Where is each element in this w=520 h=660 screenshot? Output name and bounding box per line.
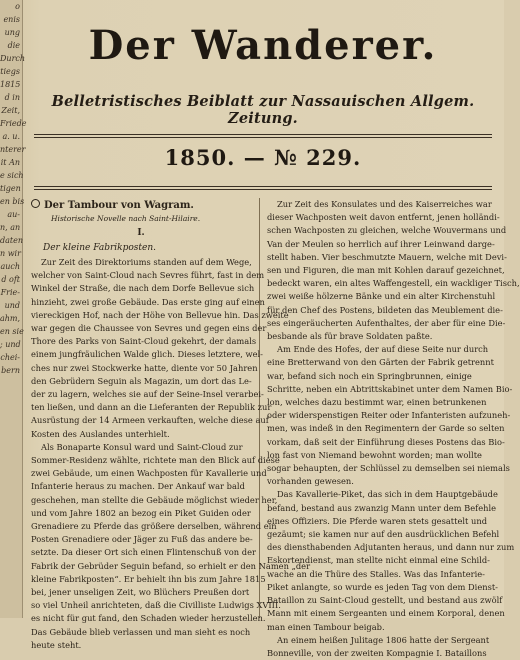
margin-fragment: tigen	[0, 184, 21, 193]
margin-fragment: d in	[4, 93, 20, 102]
margin-fragment: tiegs	[0, 67, 20, 76]
text-line: so viel Unheil anrichteten, daß die Civilliste Ludwigs XVIII.	[31, 600, 281, 611]
text-line: lon fast von Niemand bewohnt worden; man wollte	[267, 449, 482, 460]
text-line: war, befand sich noch ein Springbrunnen, einige	[267, 370, 472, 381]
previous-page-margin	[0, 0, 27, 618]
text-line: men, was indeß in den Regimentern der Garde so selten	[267, 423, 505, 434]
text-line: Bataillon zu Saint-Cloud gestellt, und bestand aus zwölf	[267, 595, 503, 606]
text-line: Winkel der Straße, die nach dem Dorfe Bellevue sich	[31, 283, 255, 294]
text-line: Sommer-Residenz wählte, richtete man den Blick auf diese	[31, 455, 280, 466]
text-line: viereckigen Hof, nach der Höhe von Bellevue hin. Das zweite	[31, 309, 289, 320]
text-line: heute steht.	[31, 639, 82, 650]
margin-fragment: d oft	[1, 275, 20, 284]
text-line: wache an die Thüre des Stalles. Was das Infanterie-	[267, 568, 485, 579]
text-line: schen Wachposten zu gleichen, welche Wouvermans und	[267, 225, 507, 236]
text-line: Schritte, neben ein Abtrittskabinet unter dem Namen Bio-	[267, 383, 513, 394]
text-line: sen und Figuren, die man mit Kohlen darauf gezeichnet,	[267, 265, 505, 276]
header-rule-top	[34, 134, 492, 135]
text-line: An einem heißen Julitage 1806 hatte der Sergeant	[277, 634, 490, 645]
text-line: eines Offiziers. Die Pferde waren stets gesattelt und	[267, 515, 488, 526]
text-line: gezäumt; sie kamen nur auf den ausdrücklichen Befehl	[267, 529, 500, 540]
article-title-text: Der Tambour von Wagram.	[44, 200, 194, 211]
text-line: Zur Zeit des Direktoriums standen auf dem Wege,	[41, 257, 252, 267]
header-rule-top-double	[34, 137, 492, 138]
margin-fragment: Zeit,	[1, 106, 20, 115]
text-line: besbande als für brave Soldaten paßte.	[267, 331, 433, 342]
margin-fragment: ; und	[0, 340, 21, 349]
text-line: es nicht für gut fand, den Schaden wieder herzustellen.	[31, 613, 266, 624]
masthead-subtitle: Belletristisches Beiblatt zur Nassauischen Allgem. Zeitung.	[51, 93, 475, 127]
text-line: eine Bretterwand von den Gärten der Fabrik getrennt	[267, 357, 494, 368]
text-line: hinzieht, zwei große Gebäude. Das erste ging auf einen	[31, 296, 265, 307]
margin-fragment: en sie	[0, 327, 24, 336]
text-line: kleine Fabrikposten“. Er behielt ihn bis zum Jahre 1815	[31, 573, 266, 584]
margin-fragment: ahm,	[0, 314, 21, 323]
margin-fragment: 1815	[0, 80, 21, 89]
section-number: I.	[137, 228, 145, 238]
margin-fragment: Friede	[0, 119, 27, 128]
text-line: ses eingeräucherten Aufenthaltes, der aber für eine Die-	[267, 317, 506, 328]
margin-fragment: en bis	[0, 197, 25, 206]
text-line: Piket anlangte, so wurde es jeden Tag von dem Dienst-	[267, 581, 498, 592]
text-line: ches nur zwei Stockwerke hatte, diente vor 50 Jahren	[31, 362, 258, 373]
text-line: den Gebrüdern Seguin als Magazin, um dort das Le-	[31, 375, 252, 386]
text-line: Van der Meulen so herrlich auf ihrer Leinwand darge-	[267, 238, 495, 249]
text-line: Das Kavallerie-Piket, das sich in dem Hauptgebäude	[277, 489, 498, 500]
text-line: welcher von Saint-Cloud nach Sevres führt, fast in dem	[31, 270, 265, 281]
margin-fragment: au-	[7, 210, 20, 219]
margin-fragment: it An	[0, 158, 20, 167]
section-title: Der kleine Fabrikposten.	[43, 243, 157, 253]
text-line: Eskortendienst, man stellte nicht einmal eine Schild-	[267, 555, 490, 566]
text-line: Das Gebäude blieb verlassen und man sieht es noch	[31, 626, 251, 637]
text-line: bei, jener unseligen Zeit, wo Blüchers Preußen dort	[31, 587, 250, 598]
margin-fragment: chei-	[0, 353, 20, 362]
text-line: des diensthabenden Adjutanten heraus, und dann nur zum	[267, 542, 515, 553]
masthead-title: Der Wanderer.	[88, 22, 438, 69]
text-line: für den Chef des Postens, bildeten das Meublement die-	[267, 304, 503, 315]
margin-fragment: n, an	[0, 223, 21, 232]
margin-fragment: auch	[0, 262, 20, 271]
margin-fragment: daten	[0, 236, 23, 245]
text-line: der zu lagern, welches sie auf der Seine-Insel verarbei-	[31, 389, 264, 400]
header-rule-bottom	[34, 186, 492, 187]
right-column-text	[267, 198, 520, 660]
text-line: zwei Gebäude, um einen Wachposten für Kavallerie und	[31, 468, 267, 479]
text-line: Als Bonaparte Konsul ward und Saint-Cloud zur	[41, 441, 243, 452]
text-line: vorkam, daß seit der Einführung dieses Postens das Bio-	[267, 436, 505, 447]
margin-fragment: die	[7, 41, 20, 50]
text-line: zwei weiße hölzerne Bänke und ein alter Kirchenstuhl	[267, 291, 496, 302]
text-line: Kosten des Auslandes unterhielt.	[31, 428, 170, 439]
text-line: Bonneville, von der zweiten Kompagnie I. Bataillons	[267, 647, 487, 658]
text-line: ten ließen, und dann an die Lieferanten der Republik zur	[31, 402, 272, 413]
text-line: setzte. Da dieser Ort sich einen Flintenschuß von der	[31, 547, 256, 558]
text-line: dieser Wachposten weit davon entfernt, jenen holländi-	[267, 212, 500, 223]
margin-fragment: n wir	[0, 249, 21, 258]
article-title	[31, 198, 251, 213]
text-line: Fabrik der Gebrüder Seguin befand, so erhielt er den Namen „der	[31, 560, 311, 571]
text-line: einem jungfräulichen Walde glich. Dieses letztere, wel-	[31, 349, 263, 360]
margin-fragment: e sich	[0, 171, 24, 180]
header-rule-bottom-double	[34, 189, 492, 190]
bullet-circle-icon	[31, 199, 40, 208]
text-line: Am Ende des Hofes, der auf diese Seite nur durch	[277, 344, 489, 355]
margin-fragment: und	[4, 301, 20, 310]
issue-number: 1850. — № 229.	[164, 145, 362, 170]
margin-fragment: enis	[3, 15, 20, 24]
margin-fragment: Frie-	[0, 288, 20, 297]
text-line: oder widerspenstigen Reiter oder Infanteristen aufzuneh-	[267, 410, 511, 421]
text-line: Mann mit einem Sergeanten und einem Korporal, denen	[267, 608, 505, 619]
text-line: Infanterie heraus zu machen. Der Ankauf war bald	[31, 481, 245, 492]
margin-fragment: o	[15, 2, 20, 11]
margin-fragment: ung	[4, 28, 20, 37]
margin-fragment: Durch	[0, 54, 26, 63]
text-line: lon, welches dazu bestimmt war, einen betrunkenen	[267, 397, 487, 408]
text-line: stellt haben. Vier beschmutzte Mauern, welche mit Devi-	[267, 251, 507, 262]
margin-fragment: bern	[1, 366, 20, 375]
text-line: vorhanden gewesen.	[267, 476, 354, 487]
text-line: befand, bestand aus zwanzig Mann unter dem Befehle	[267, 502, 497, 513]
text-line: sogar behaupten, der Schlüssel zu demselben sei niemals	[267, 463, 510, 474]
margin-fragment: a. u.	[2, 132, 20, 141]
text-line: und vom Jahre 1802 an bezog ein Piket Guiden oder	[31, 507, 251, 518]
text-line: bedeckt waren, ein altes Waffengestell, ein wackliger Tisch,	[267, 278, 520, 289]
right-column	[267, 198, 520, 660]
text-line: Ausrüstung der 14 Armeen verkauften, welche diese auf	[31, 415, 269, 426]
text-line: Grenadiere zu Pferde das größere derselben, während ein	[31, 521, 277, 532]
article-subtitle: Historische Novelle nach Saint-Hilaire.	[51, 214, 201, 223]
text-line: man einen Tambour beigab.	[267, 621, 385, 632]
text-line: Zur Zeit des Konsulates und des Kaiserreiches war	[277, 199, 492, 209]
text-line: war gegen die Chaussee von Sevres und gegen eins der	[31, 323, 267, 334]
text-line: Thore des Parks von Saint-Cloud gekehrt, der damals	[31, 336, 257, 347]
text-line: Posten Grenadiere oder Jäger zu Fuß das andere be-	[31, 534, 253, 545]
text-line: geschehen, man stellte die Gebäude möglichst wieder her,	[31, 494, 278, 505]
margin-fragment: nterer	[0, 145, 26, 154]
